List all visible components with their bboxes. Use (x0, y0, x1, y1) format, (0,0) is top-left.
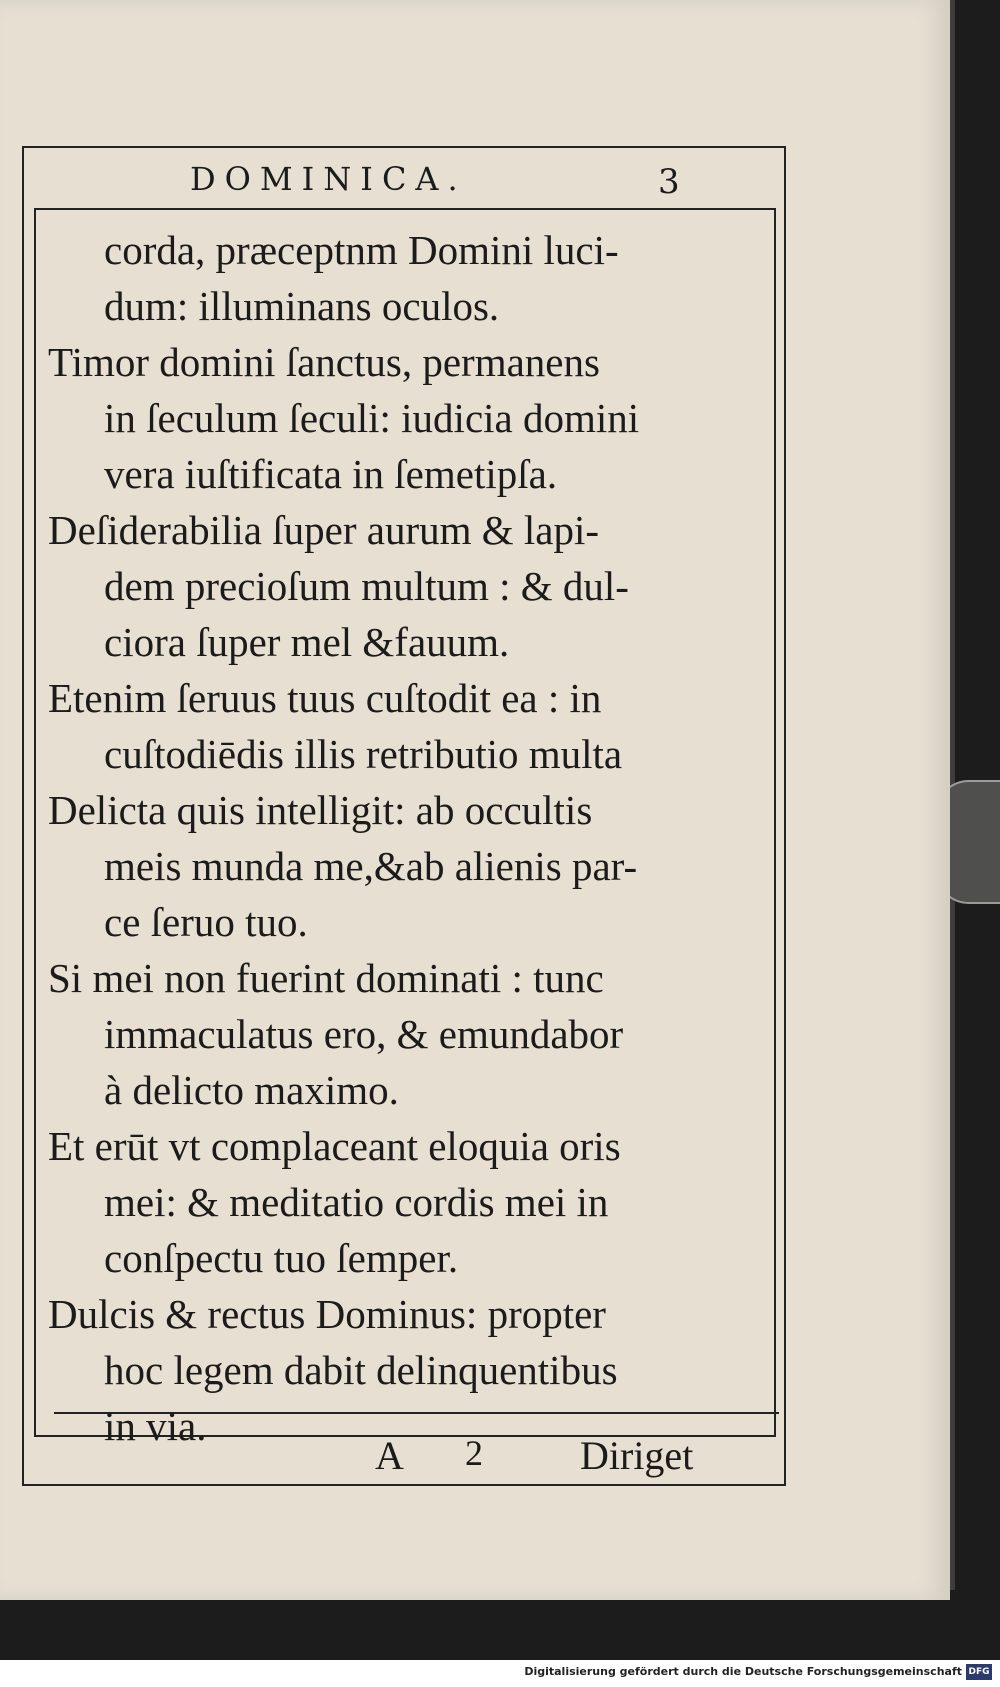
text-line: in via. (104, 1403, 207, 1449)
text-line: Deſiderabilia ſuper aurum & lapi- (48, 507, 600, 553)
text-line: ce ſeruo tuo. (104, 899, 308, 945)
text-line: à delicto maximo. (104, 1067, 399, 1113)
text-line: hoc legem dabit delinquentibus (104, 1347, 618, 1393)
text-line: immaculatus ero, & emundabor (104, 1011, 624, 1057)
text-line: Dulcis & rectus Dominus: propter (48, 1291, 606, 1337)
page-number: 3 (658, 162, 680, 202)
text-line: ciora ſuper mel &fauum. (104, 619, 510, 665)
text-line: in ſeculum ſeculi: iudicia domini (104, 395, 640, 441)
text-line: cuſtodiēdis illis retributio multa (104, 731, 623, 777)
text-line: conſpectu tuo ſemper. (104, 1235, 459, 1281)
text-line: vera iuſtificata in ſemetipſa. (104, 451, 558, 497)
running-head: DOMINICA. (190, 160, 467, 198)
text-block (48, 222, 758, 1454)
text-line: mei: & meditatio cordis mei in (104, 1179, 609, 1225)
dfg-logo: DFG (966, 1664, 992, 1680)
text-line: Delicta quis intelligit: ab occultis (48, 787, 593, 833)
catchword: Diriget (580, 1433, 694, 1478)
text-line: dum: illuminans oculos. (104, 283, 500, 329)
text-line: Et erūt vt complaceant eloquia oris (48, 1123, 621, 1169)
digitization-credit: Digitalisierung gefördert durch die Deutsche Forschungsgemeinschaft (524, 1665, 962, 1678)
signature-number: 2 (465, 1433, 483, 1473)
text-line: corda, præceptnm Domini luci- (104, 227, 619, 273)
text-line: Timor domini ſanctus, permanens (48, 339, 600, 385)
text-line: dem precioſum multum : & dul- (104, 563, 629, 609)
text-line: Etenim ſeruus tuus cuſtodit ea : in (48, 675, 602, 721)
text-line: Si mei non fuerint dominati : tunc (48, 955, 604, 1001)
signature-letter: A (375, 1433, 404, 1478)
text-line: meis munda me,&ab alienis par- (104, 843, 638, 889)
